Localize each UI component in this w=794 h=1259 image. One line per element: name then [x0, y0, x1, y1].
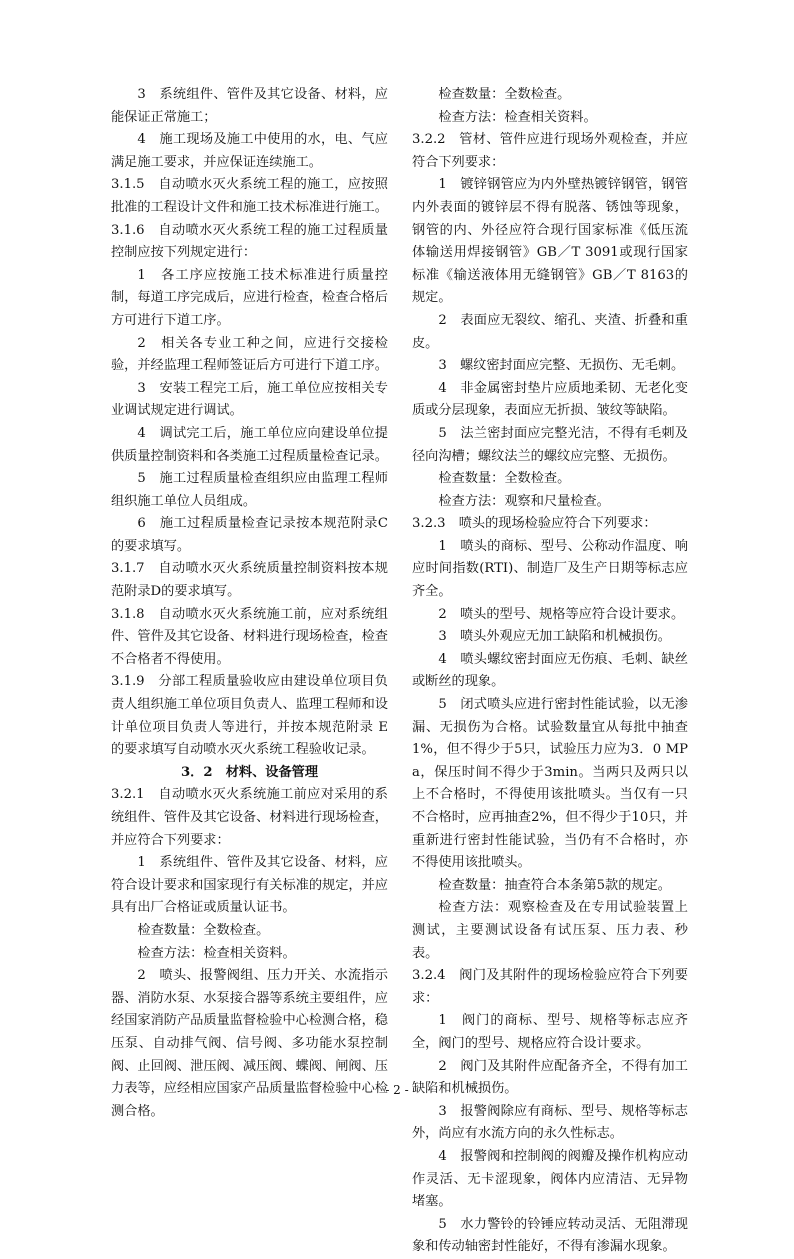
paragraph: 4 报警阀和控制阀的阀瓣及操作机构应动作灵活、无卡涩现象，阀体内应清洁、无异物堵塞。 [412, 1148, 688, 1210]
paragraph: 1 阀门的商标、型号、规格等标志应齐全，阀门的型号、规格应符合设计要求。 [412, 1013, 688, 1051]
paragraph: 3 系统组件、管件及其它设备、材料，应能保证正常施工； [111, 87, 388, 125]
section-heading: 3．2 材料、设备管理 [180, 764, 319, 780]
paragraph: 2 表面应无裂纹、缩孔、夹渣、折叠和重皮。 [412, 312, 688, 351]
paragraph: 2 相关各专业工种之间，应进行交接检验，并经监理工程师签证后方可进行下道工序。 [111, 335, 388, 374]
paragraph: 5 施工过程质量检查组织应由监理工程师组织施工单位人员组成。 [111, 471, 388, 509]
paragraph: 3.1.7 自动喷水灭火系统质量控制资料按本规范附录D的要求填写。 [111, 561, 388, 600]
paragraph: 检查方法：检查相关资料。 [438, 109, 597, 125]
paragraph: 检查数量：全数检查。 [438, 87, 571, 102]
paragraph: 3.2.1 自动喷水灭火系统施工前应对采用的系统组件、管件及其它设备、材料进行现场检查，并应符合下列要求： [111, 787, 388, 848]
paragraph: 2 喷头、报警阀组、压力开关、水流指示器、消防水泵、水泵接合器等系统主要组件，应经国家消防产品质量监督检验中心检测合格，稳压泵、自动排气阀、信号阀、多功能水泵控制阀、止回阀、泄压阀、减压阀、蝶阀、闸阀、压力表等，应经相应国家产品质量监督检验中心检测合格。 [111, 968, 388, 1119]
paragraph: 1 各工序应按施工技术标准进行质量控制，每道工序完成后，应进行检查，检查合格后方可进行下道工序。 [111, 267, 388, 328]
paragraph: 4 施工现场及施工中使用的水，电、气应满足施工要求，并应保证连续施工。 [111, 132, 388, 170]
paragraph: 5 法兰密封面应完整光洁，不得有毛刺及径向沟槽；螺纹法兰的螺纹应完整、无损伤。 [412, 425, 688, 464]
paragraph: 2 喷头的型号、规格等应符合设计要求。 [438, 606, 685, 622]
paragraph: 检查方法：观察和尺量检查。 [438, 493, 610, 509]
paragraph: 4 非金属密封垫片应质地柔韧、无老化变质或分层现象，表面应无折损、皱纹等缺陷。 [412, 380, 688, 419]
paragraph: 3.2.2 管材、管件应进行现场外观检查，并应符合下列要求： [412, 132, 688, 170]
paragraph: 2 阀门及其附件应配备齐全，不得有加工缺陷和机械损伤。 [412, 1058, 688, 1097]
paragraph: 3.1.6 自动喷水灭火系统工程的施工过程质量控制应按下列规定进行： [111, 222, 388, 261]
paragraph: 检查数量：全数检查。 [137, 922, 270, 938]
paragraph: 3.2.3 喷头的现场检验应符合下列要求： [412, 516, 657, 532]
paragraph: 3.1.9 分部工程质量验收应由建设单位项目负责人组织施工单位项目负责人、监理工程师和设计单位项目负责人等进行，并按本规范附录 E 的要求填写自动喷水灭火系统工程验收记录。 [111, 674, 388, 758]
paragraph: 4 喷头螺纹密封面应无伤痕、毛刺、缺丝或断丝的现象。 [412, 651, 688, 690]
paragraph: 检查数量：全数检查。 [438, 471, 571, 487]
paragraph: 3 安装工程完工后，施工单位应按相关专业调试规定进行调试。 [111, 380, 388, 419]
paragraph: 5 闭式喷头应进行密封性能试验，以无渗漏、无损伤为合格。试验数量宜从每批中抽查1%，但不得少于5只，试验压力应为3．0 MPa，保压时间不得少于3min。当两只及两只以上不合格时，不得使用该批喷头。当仅有一只不合格时，应再抽查2%，但不得少于10只，并重新进行密封性能试验，当仍有不合格时，亦不得使用该批喷头。 [412, 697, 688, 871]
paragraph: 1 喷头的商标、型号、公称动作温度、响应时间指数(RTI)、制造厂及生产日期等标志应齐全。 [412, 538, 688, 600]
paragraph: 3 报警阀除应有商标、型号、规格等标志外，尚应有水流方向的永久性标志。 [412, 1103, 688, 1142]
left-column [111, 84, 388, 1123]
paragraph: 1 系统组件、管件及其它设备、材料，应符合设计要求和国家现行有关标准的规定，并应具有出厂合格证或质量认证书。 [111, 855, 388, 916]
paragraph: 6 施工过程质量检查记录按本规范附录C的要求填写。 [111, 516, 388, 554]
paragraph: 4 调试完工后，施工单位应向建设单位提供质量控制资料和各类施工过程质量检查记录。 [111, 425, 388, 464]
paragraph: 检查数量：抽查符合本条第5款的规定。 [438, 877, 671, 893]
page-number: - 2 - [385, 1083, 409, 1097]
paragraph: 3.2.4 阀门及其附件的现场检验应符合下列要求： [412, 968, 688, 1006]
paragraph: 3 螺纹密封面应完整、无损伤、无毛刺。 [438, 358, 685, 374]
paragraph: 5 水力警铃的铃锤应转动灵活、无阻滞现象和传动轴密封性能好，不得有渗漏水现象。 [412, 1216, 688, 1255]
paragraph: 检查方法：检查相关资料。 [137, 945, 296, 961]
paragraph: 1 镀锌钢管应为内外壁热镀锌钢管，钢管内外表面的镀锌层不得有脱落、锈蚀等现象，钢管的内、外径应符合现行国家标准《低压流体输送用焊接钢管》GB／T 3091或现行国家标准《输送液体用无缝钢管》GB／T 8163的规定。 [412, 177, 688, 306]
paragraph: 3 喷头外观应无加工缺陷和机械损伤。 [438, 629, 671, 645]
paragraph: 3.1.5 自动喷水灭火系统工程的施工，应按照批准的工程设计文件和施工技术标准进行施工。 [111, 177, 388, 215]
paragraph: 检查方法：观察检查及在专用试验装置上测试，主要测试设备有试压泵、压力表、秒表。 [412, 900, 688, 961]
paragraph: 3.1.8 自动喷水灭火系统施工前，应对系统组件、管件及其它设备、材料进行现场检查，检查不合格者不得使用。 [111, 606, 388, 667]
